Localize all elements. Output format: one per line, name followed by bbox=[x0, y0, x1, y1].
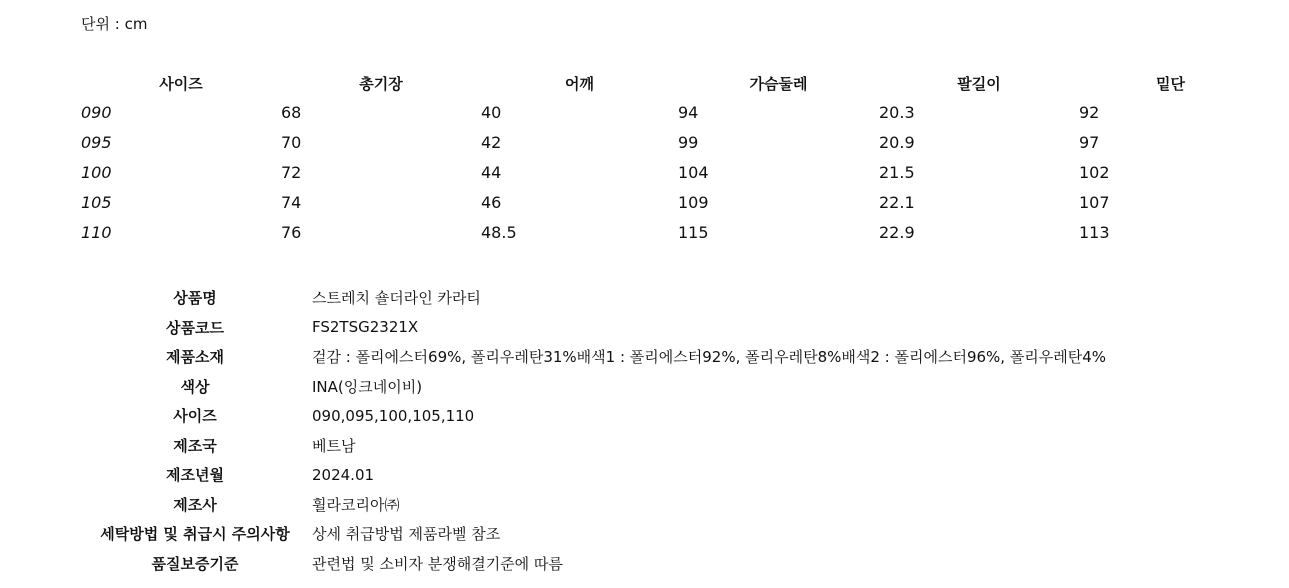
size-chart-table bbox=[81, 73, 1262, 247]
table-row bbox=[81, 127, 1262, 157]
info-value: 스트레치 숄더라인 카라티 bbox=[312, 289, 481, 308]
header-chest: 가슴둘레 bbox=[749, 75, 808, 93]
size-cell: 095 bbox=[81, 132, 112, 152]
shoulder-cell: 46 bbox=[481, 192, 502, 212]
chest-cell: 104 bbox=[678, 162, 709, 182]
info-row-manufacture-date bbox=[81, 460, 1106, 490]
info-value: 090,095,100,105,110 bbox=[312, 406, 475, 425]
info-row-manufacturer bbox=[81, 490, 1106, 520]
unit-label: 단위 : cm bbox=[81, 15, 148, 33]
sleeve-length-cell: 22.1 bbox=[879, 192, 915, 212]
info-label: 제조년월 bbox=[166, 466, 224, 485]
hem-cell: 97 bbox=[1079, 132, 1100, 152]
info-row-product-name bbox=[81, 283, 1106, 313]
info-label: 세탁방법 및 취급시 주의사항 bbox=[100, 525, 290, 544]
header-total-length: 총기장 bbox=[359, 75, 403, 93]
sleeve-length-cell: 20.9 bbox=[879, 132, 915, 152]
table-row bbox=[81, 157, 1262, 187]
table-row bbox=[81, 187, 1262, 217]
info-label: 제조사 bbox=[173, 495, 217, 514]
info-label: 상품코드 bbox=[166, 318, 224, 337]
info-row-product-code bbox=[81, 313, 1106, 343]
shoulder-cell: 44 bbox=[481, 162, 502, 182]
info-value: 휠라코리아㈜ bbox=[312, 495, 400, 514]
sleeve-length-cell: 20.3 bbox=[879, 102, 915, 122]
info-value: 겉감 : 폴리에스터69%, 폴리우레탄31%배색1 : 폴리에스터92%, 폴리우레탄8%배색2 : 폴리에스터96%, 폴리우레탄4% bbox=[312, 348, 1107, 367]
hem-cell: 107 bbox=[1079, 192, 1110, 212]
chest-cell: 115 bbox=[678, 222, 709, 242]
info-value: INA(잉크네이비) bbox=[312, 377, 423, 396]
chest-cell: 94 bbox=[678, 102, 699, 122]
size-cell: 105 bbox=[81, 192, 112, 212]
info-value: 베트남 bbox=[312, 436, 356, 455]
sleeve-length-cell: 21.5 bbox=[879, 162, 915, 182]
chest-cell: 99 bbox=[678, 132, 699, 152]
header-hem: 밑단 bbox=[1156, 75, 1185, 93]
table-row bbox=[81, 97, 1262, 127]
size-cell: 110 bbox=[81, 222, 112, 242]
info-label: 제품소재 bbox=[166, 348, 224, 367]
shoulder-cell: 40 bbox=[481, 102, 502, 122]
info-label: 품질보증기준 bbox=[151, 554, 239, 573]
hem-cell: 92 bbox=[1079, 102, 1100, 122]
info-row-material bbox=[81, 342, 1106, 372]
info-row-care bbox=[81, 519, 1106, 549]
table-row bbox=[81, 217, 1262, 247]
info-row-warranty bbox=[81, 549, 1106, 579]
info-label: 상품명 bbox=[173, 289, 217, 308]
size-cell: 100 bbox=[81, 162, 112, 182]
info-label: 색상 bbox=[180, 377, 210, 396]
total-length-cell: 70 bbox=[281, 132, 302, 152]
total-length-cell: 68 bbox=[281, 102, 302, 122]
info-value: 2024.01 bbox=[312, 465, 375, 484]
info-row-color bbox=[81, 372, 1106, 402]
shoulder-cell: 42 bbox=[481, 132, 502, 152]
info-value: 관련법 및 소비자 분쟁해결기준에 따름 bbox=[312, 554, 563, 573]
info-label: 제조국 bbox=[173, 436, 217, 455]
header-sleeve-length: 팔길이 bbox=[957, 75, 1001, 93]
header-size: 사이즈 bbox=[159, 75, 203, 93]
info-value: FS2TSG2321X bbox=[312, 318, 419, 337]
sleeve-length-cell: 22.9 bbox=[879, 222, 915, 242]
chest-cell: 109 bbox=[678, 192, 709, 212]
size-cell: 090 bbox=[81, 102, 112, 122]
hem-cell: 113 bbox=[1079, 222, 1110, 242]
total-length-cell: 76 bbox=[281, 222, 302, 242]
info-label: 사이즈 bbox=[173, 407, 217, 426]
total-length-cell: 72 bbox=[281, 162, 302, 182]
product-info-table bbox=[81, 283, 1106, 578]
info-row-sizes bbox=[81, 401, 1106, 431]
info-row-origin bbox=[81, 431, 1106, 461]
info-value: 상세 취급방법 제품라벨 참조 bbox=[312, 525, 501, 544]
shoulder-cell: 48.5 bbox=[481, 222, 517, 242]
header-shoulder: 어깨 bbox=[565, 75, 594, 93]
size-chart-header-row bbox=[81, 73, 1262, 97]
hem-cell: 102 bbox=[1079, 162, 1110, 182]
total-length-cell: 74 bbox=[281, 192, 302, 212]
